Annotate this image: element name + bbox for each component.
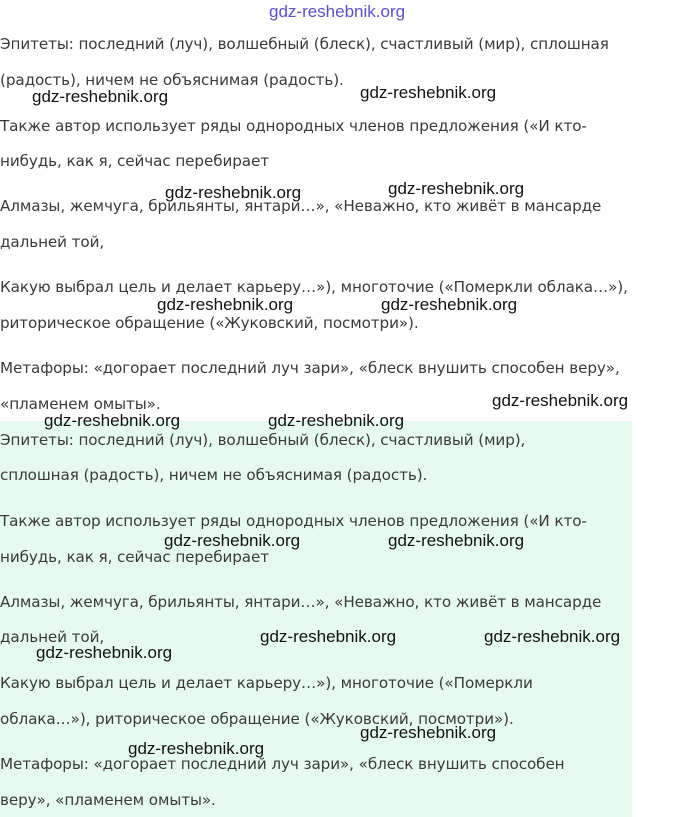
watermark: gdz-reshebnik.org — [484, 627, 621, 646]
text-line: дальней той, — [0, 233, 105, 251]
watermark: gdz-reshebnik.org — [36, 643, 173, 662]
text-line: (радость), ничем не объяснимая (радость). — [0, 71, 344, 89]
watermark: gdz-reshebnik.org — [360, 83, 497, 102]
text-line: сплошная (радость), ничем не объяснимая (радость). — [0, 466, 428, 484]
text-line: риторическое обращение («Жуковский, посмотри»). — [0, 314, 419, 332]
watermark: gdz-reshebnik.org — [268, 411, 405, 430]
text-line: Эпитеты: последний (луч), волшебный (блеск), счастливый (мир), — [0, 431, 526, 449]
text-line: «пламенем омыты». — [0, 395, 161, 413]
text-line: Какую выбрал цель и делает карьеру…»), многоточие («Померкли — [0, 674, 533, 692]
text-line: Какую выбрал цель и делает карьеру…»), многоточие («Померкли облака…»), — [0, 278, 628, 296]
text-line: нибудь, как я, сейчас перебирает — [0, 152, 269, 170]
text-line: нибудь, как я, сейчас перебирает — [0, 548, 269, 566]
text-line: веру», «пламенем омыты». — [0, 791, 216, 809]
text-line: Метафоры: «догорает последний луч зари», «блеск внушить способен — [0, 755, 565, 773]
watermark: gdz-reshebnik.org — [165, 183, 302, 202]
watermark: gdz-reshebnik.org — [44, 411, 181, 430]
text-line: Алмазы, жемчуга, брильянты, янтари…», «Неважно, кто живёт в мансарде — [0, 593, 602, 611]
watermark: gdz-reshebnik.org — [157, 295, 294, 314]
watermark: gdz-reshebnik.org — [164, 531, 301, 550]
watermark: gdz-reshebnik.org — [260, 627, 397, 646]
watermark: gdz-reshebnik.org — [388, 179, 525, 198]
watermark: gdz-reshebnik.org — [381, 295, 518, 314]
watermark: gdz-reshebnik.org — [360, 723, 497, 742]
watermark: gdz-reshebnik.org — [128, 739, 265, 758]
text-line: дальней той, — [0, 628, 105, 646]
text-line: Эпитеты: последний (луч), волшебный (блеск), счастливый (мир), сплошная — [0, 35, 609, 53]
text-line: Метафоры: «догорает последний луч зари», «блеск внушить способен веру», — [0, 359, 620, 377]
text-line: облака…»), риторическое обращение («Жуковский, посмотри»). — [0, 710, 514, 728]
text-line: Также автор использует ряды однородных членов предложения («И кто- — [0, 117, 587, 135]
watermark: gdz-reshebnik.org — [32, 87, 169, 106]
watermark: gdz-reshebnik.org — [388, 531, 525, 550]
watermark: gdz-reshebnik.org — [492, 391, 629, 410]
text-line: Также автор использует ряды однородных членов предложения («И кто- — [0, 512, 587, 530]
site-header-link[interactable]: gdz-reshebnik.org — [269, 2, 406, 21]
text-line: Алмазы, жемчуга, брильянты, янтари…», «Неважно, кто живёт в мансарде — [0, 197, 602, 215]
